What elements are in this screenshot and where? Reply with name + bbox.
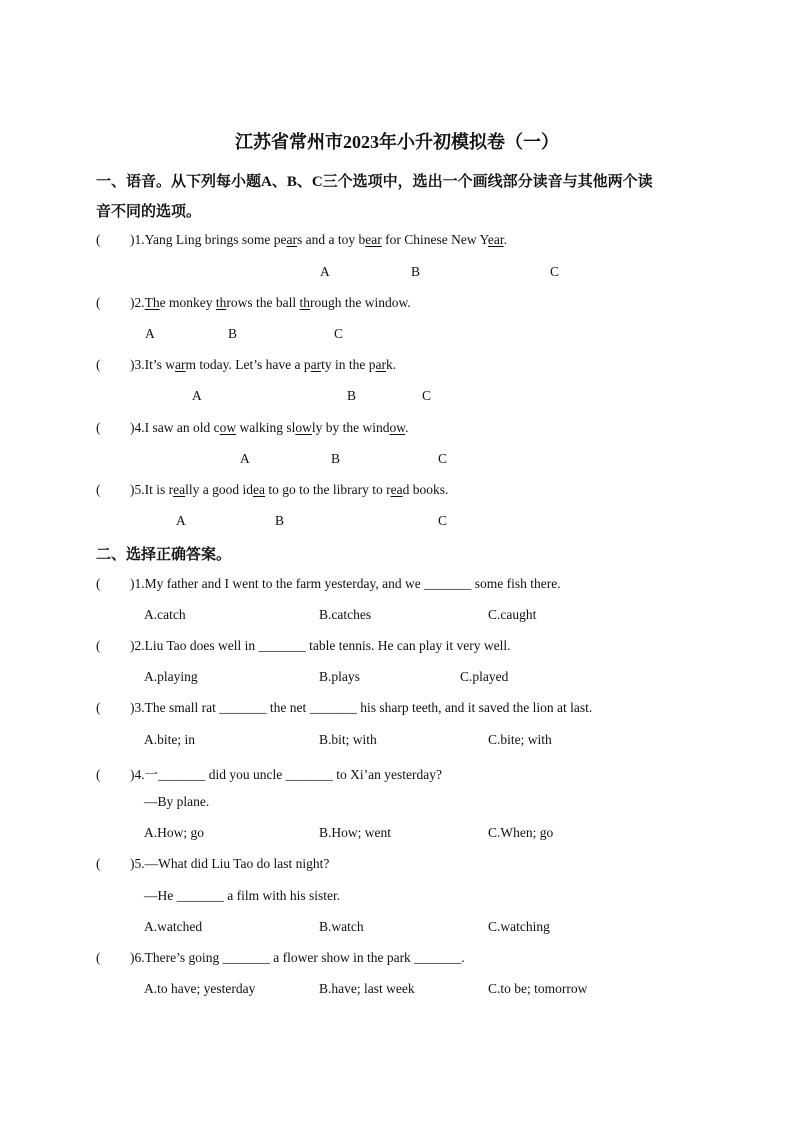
s2-question-2: ( )2.Liu Tao does well in _______ table tennis. He can play it very well.: [96, 638, 511, 653]
option-c: C.to be; tomorrow: [488, 981, 588, 996]
reply-line: —He _______ a film with his sister.: [144, 888, 341, 903]
section1-heading-line2: 音不同的选项。: [96, 204, 202, 220]
reply-line: —By plane.: [144, 794, 210, 809]
option-b: B.have; last week: [319, 981, 415, 996]
option-label-c: C: [438, 451, 448, 466]
option-label-a: A: [176, 513, 186, 528]
option-a: A.How; go: [144, 825, 204, 840]
section1-heading-line1: 一、语音。从下列每小题A、B、C三个选项中，选出一个画线部分读音与其他两个读: [96, 174, 653, 190]
option-b: B.plays: [319, 669, 360, 684]
answer-paren[interactable]: (: [96, 576, 101, 591]
answer-paren[interactable]: (: [96, 856, 101, 871]
answer-paren[interactable]: (: [96, 700, 101, 715]
option-a: A.bite; in: [144, 732, 195, 747]
option-label-b: B: [331, 451, 341, 466]
option-b: B.catches: [319, 607, 372, 622]
s1-question-3: ( )3.It’s warm today. Let’s have a party in the park.: [96, 357, 397, 372]
s1-question-2: ( )2.The monkey throws the ball through the window.: [96, 295, 411, 310]
option-a: A.catch: [144, 607, 186, 622]
option-b: B.bit; with: [319, 732, 377, 747]
option-label-b: B: [411, 264, 421, 279]
answer-paren[interactable]: (: [96, 638, 101, 653]
s2-question-3: ( )3.The small rat _______ the net _______ his sharp teeth, and it saved the lion at last.: [96, 700, 593, 715]
option-label-b: B: [275, 513, 285, 528]
s2-question-1: ( )1.My father and I went to the farm yesterday, and we _______ some fish there.: [96, 576, 561, 591]
s2-question-5: ( )5.—What did Liu Tao do last night?: [96, 856, 330, 871]
option-c: C.bite; with: [488, 732, 552, 747]
answer-paren[interactable]: (: [96, 420, 101, 435]
option-a: A.playing: [144, 669, 198, 684]
option-b: B.watch: [319, 919, 364, 934]
answer-paren[interactable]: (: [96, 767, 101, 782]
answer-paren[interactable]: (: [96, 482, 101, 497]
option-label-b: B: [228, 326, 238, 341]
s1-question-4: ( )4.I saw an old cow walking slowly by the window.: [96, 420, 409, 435]
answer-paren[interactable]: (: [96, 295, 101, 310]
option-label-c: C: [422, 388, 432, 403]
option-label-a: A: [320, 264, 330, 279]
option-a: A.watched: [144, 919, 203, 934]
option-label-c: C: [438, 513, 448, 528]
answer-paren[interactable]: (: [96, 950, 101, 965]
option-label-a: A: [192, 388, 202, 403]
option-label-a: A: [145, 326, 155, 341]
option-c: C.When; go: [488, 825, 554, 840]
option-a: A.to have; yesterday: [144, 981, 256, 996]
option-label-c: C: [550, 264, 560, 279]
option-c: C.watching: [488, 919, 550, 934]
answer-paren[interactable]: (: [96, 232, 101, 247]
option-c: C.played: [460, 669, 509, 684]
answer-paren[interactable]: (: [96, 357, 101, 372]
page-title: 江苏省常州市2023年小升初模拟卷（一）: [235, 132, 559, 152]
s1-question-1: ( )1.Yang Ling brings some pears and a toy bear for Chinese New Year.: [96, 232, 507, 247]
s1-question-5: ( )5.It is really a good idea to go to the library to read books.: [96, 482, 449, 497]
option-label-a: A: [240, 451, 250, 466]
option-c: C.caught: [488, 607, 537, 622]
s2-question-4: ( )4.一_______ did you uncle _______ to Xi’an yesterday?: [96, 767, 442, 782]
section2-heading: 二、选择正确答案。: [96, 547, 232, 563]
s2-question-6: ( )6.There’s going _______ a flower show in the park _______.: [96, 950, 465, 965]
option-label-c: C: [334, 326, 344, 341]
option-b: B.How; went: [319, 825, 391, 840]
option-label-b: B: [347, 388, 357, 403]
